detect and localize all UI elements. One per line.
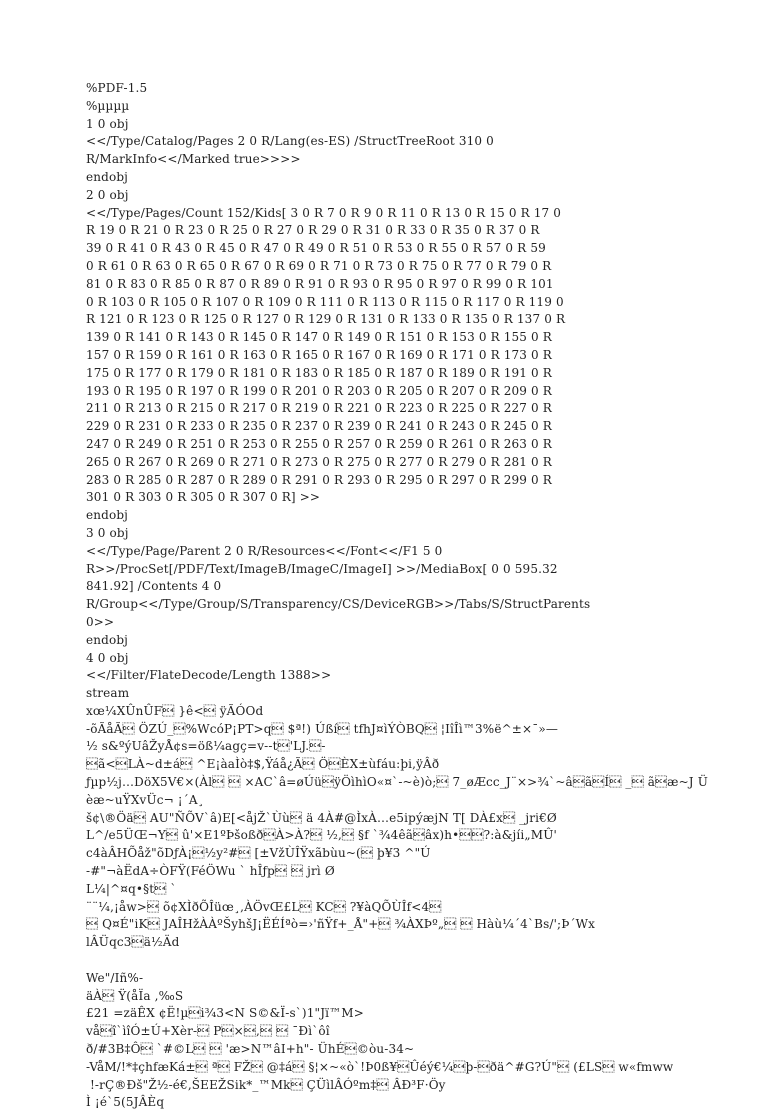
text-line: ã<LÀ~d±á ^E¡àaÌò‡$,Ÿáå¿Ã ÖÈX±ùfáu:þi,ÿÂð [86, 757, 440, 772]
text-line: endobj [86, 508, 129, 523]
text-line: <</Filter/FlateDecode/Length 1388>> [86, 668, 332, 683]
text-line: 193 0 R 195 0 R 197 0 R 199 0 R 201 0 R 203 0 R 205 0 R 207 0 R 209 0 R [86, 383, 552, 398]
text-line: 157 0 R 159 0 R 161 0 R 163 0 R 165 0 R 167 0 R 169 0 R 171 0 R 173 0 R [86, 347, 552, 362]
text-line: ½ s&ºýUâŽyÅ¢s=öß¼agç=v--t'LJ.- [86, 739, 326, 754]
text-line: 81 0 R 83 0 R 85 0 R 87 0 R 89 0 R 91 0 R 93 0 R 95 0 R 97 0 R 99 0 R 101 [86, 276, 554, 291]
text-line: 175 0 R 177 0 R 179 0 R 181 0 R 183 0 R 185 0 R 187 0 R 189 0 R 191 0 R [86, 365, 552, 380]
text-line: 211 0 R 213 0 R 215 0 R 217 0 R 219 0 R 221 0 R 223 0 R 225 0 R 227 0 R [86, 401, 552, 416]
text-line: 139 0 R 141 0 R 143 0 R 145 0 R 147 0 R 149 0 R 151 0 R 153 0 R 155 0 R [86, 330, 552, 345]
text-line: våî`ìîÓ±Ú+Xèr- P×,  ¯Ðì`ôî [86, 1024, 330, 1039]
text-line: <</Type/Page/Parent 2 0 R/Resources<</Font<</F1 5 0 [86, 543, 443, 558]
text-line: endobj [86, 169, 129, 184]
text-line: 229 0 R 231 0 R 233 0 R 235 0 R 237 0 R 239 0 R 241 0 R 243 0 R 245 0 R [86, 419, 552, 434]
text-line: ¨¨¼,¡åw> õ¢XÌðÕÎüœ¸,ÀÖvŒ£L KC ?¥àQÕÙÎf<4 [86, 899, 442, 914]
text-line [86, 952, 726, 970]
text-line: lÂÜqc3ä½Äd [86, 935, 180, 950]
text-line: stream [86, 686, 130, 701]
text-line: 0 R 61 0 R 63 0 R 65 0 R 67 0 R 69 0 R 71 0 R 73 0 R 75 0 R 77 0 R 79 0 R [86, 258, 552, 273]
pdf-raw-text [86, 80, 726, 1112]
text-line: !-rÇ®Ðš"Ž½-é€,ŠEEŽSik*_™Mk ÇÜìlÂÓºm‡ ÂÐ³F·Öy [86, 1077, 446, 1092]
text-line: ð/#3B‡Ô `#©L  'æ>N™âI+h"- ÜhÉ©òu-34~ [86, 1042, 415, 1057]
text-line: £21 =zäÊX ¢Ë!µi¾3<N S©&Ï-s`)1"Jï™M> [86, 1006, 364, 1021]
text-line: -õÃåÃ ÖZÚ_%WcóP¡PT>q $ª!) Úßí tfhJ¤ìÝÒBQ ¦IîÎì™3%ë^±×¯»— [86, 721, 559, 736]
text-line: 265 0 R 267 0 R 269 0 R 271 0 R 273 0 R 275 0 R 277 0 R 279 0 R 281 0 R [86, 454, 552, 469]
text-line:  Q¤É"iK JAÎHžÀÀºŠyhšJ¡ËÉÍªò=›'ñŸf+_Å"+ ¾ÀXÞº„  Hàù¼´4`Bs/';Þ´Wx [86, 917, 596, 932]
text-line: <</Type/Pages/Count 152/Kids[ 3 0 R 7 0 R 9 0 R 11 0 R 13 0 R 15 0 R 17 0 [86, 205, 562, 220]
text-line: %µµµµ [86, 98, 130, 113]
text-line: 301 0 R 303 0 R 305 0 R 307 0 R] >> [86, 490, 321, 505]
text-line: š¢\®Öä AU"ÑÕV`â)E[<åjŽ`Ùù ä 4À#@ÌxÀ…e5ipýæjN T[ DÀ£x _jri€Ø [86, 810, 557, 825]
text-line: Ì ¡é`5(5JÂÈq [86, 1095, 165, 1110]
text-line: 39 0 R 41 0 R 43 0 R 45 0 R 47 0 R 49 0 R 51 0 R 53 0 R 55 0 R 57 0 R 59 [86, 241, 546, 256]
text-line: endobj [86, 632, 129, 647]
text-line: c4àÂHÕåž"õDƒÀ¡½y²# [±VžÙÎŸxãbùu~( þ¥3 ^"Ú [86, 846, 431, 861]
text-line: äÀ Ÿ(åÏa ,‰S [86, 988, 184, 1003]
text-line: 283 0 R 285 0 R 287 0 R 289 0 R 291 0 R 293 0 R 295 0 R 297 0 R 299 0 R [86, 472, 552, 487]
text-line: 841.92] /Contents 4 0 [86, 579, 222, 594]
text-line: 0>> [86, 614, 115, 629]
text-line: 1 0 obj [86, 116, 129, 131]
text-line: 3 0 obj [86, 525, 129, 540]
text-line: 2 0 obj [86, 187, 129, 202]
text-line: -#"¬àËdA÷ÒFŸ(FéÖWu ` hÎƒp  jrì Ø [86, 864, 335, 879]
text-line: 247 0 R 249 0 R 251 0 R 253 0 R 255 0 R 257 0 R 259 0 R 261 0 R 263 0 R [86, 436, 552, 451]
text-line: L^/e5ÜŒ¬Y û'×E1ºÞšoßðÀ>À? ½, §f `¾4êãâx)h•?:à&jíi„MÛ' [86, 828, 557, 843]
text-line: 0 R 103 0 R 105 0 R 107 0 R 109 0 R 111 0 R 113 0 R 115 0 R 117 0 R 119 0 [86, 294, 564, 309]
text-line: -VåM/!*‡çhfæKá± ª FŽ @‡á §¦×~«ò`!Þ0ß¥Ûéý€¼þ-ðä^#G?Ú" (£LS w«fmww [86, 1059, 674, 1074]
text-line: L¼|^¤q•§t ` [86, 881, 177, 896]
text-line: èæ~uŸXvÜc¬ ¡´A¸ [86, 792, 204, 807]
text-line: <</Type/Catalog/Pages 2 0 R/Lang(es-ES) /StructTreeRoot 310 0 [86, 134, 494, 149]
text-line: %PDF-1.5 [86, 81, 148, 95]
text-line: We"/Iñ%- [86, 970, 144, 985]
text-line: R/Group<</Type/Group/S/Transparency/CS/DeviceRGB>>/Tabs/S/StructParents [86, 597, 591, 612]
text-line: R/MarkInfo<</Marked true>>>> [86, 152, 301, 167]
text-line: R 19 0 R 21 0 R 23 0 R 25 0 R 27 0 R 29 0 R 31 0 R 33 0 R 35 0 R 37 0 R [86, 223, 540, 238]
text-line: 4 0 obj [86, 650, 129, 665]
text-line: ƒµp½j…DöX5V€×(Àl  ×AC`â=øÚüÿÖìhìO«¤`-~è)ò; 7_øÆcc_J¨×>¾`~âãÍ _ ãæ~J Ü [86, 775, 708, 790]
text-line: R 121 0 R 123 0 R 125 0 R 127 0 R 129 0 R 131 0 R 133 0 R 135 0 R 137 0 R [86, 312, 566, 327]
text-line: R>>/ProcSet[/PDF/Text/ImageB/ImageC/ImageI] >>/MediaBox[ 0 0 595.32 [86, 561, 558, 576]
text-line: xœ¼XÛnÛF }ê< ÿÃÓOd [86, 703, 264, 718]
